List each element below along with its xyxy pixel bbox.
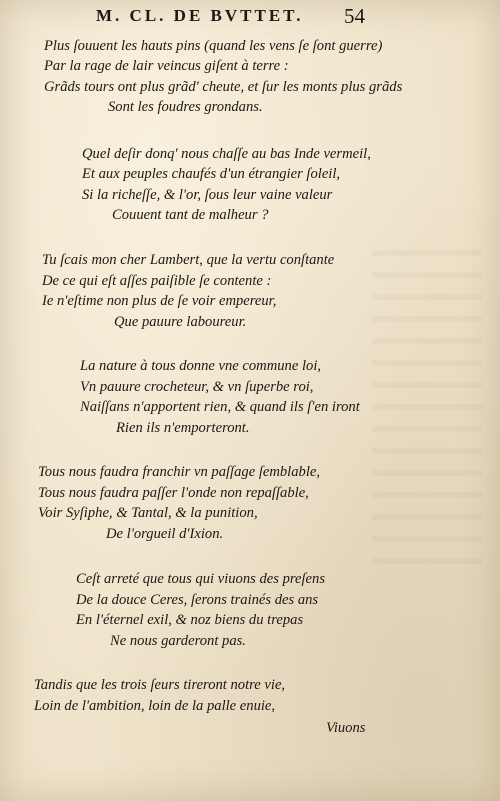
verse-line: Quel deſir donq' nous chaſſe au bas Inde vermeil, [82, 146, 371, 162]
verse-line: Plus ſouuent les hauts pins (quand les vens ſe ſont guerre) [44, 38, 383, 54]
verse-line: Grãds tours ont plus grãd' cheute, et ſur les monts plus grãds [44, 79, 403, 95]
verse-line: De l'orgueil d'Ixion. [106, 526, 224, 542]
verse-line: Tous nous faudra franchir vn paſſage ſemblable, [38, 464, 321, 480]
verse-line: Et aux peuples chaufés d'un étrangier ſoleil, [82, 166, 341, 182]
verse-line: Par la rage de lair veincus giſent à terre : [44, 58, 289, 74]
catchword: Viuons [326, 720, 366, 736]
verse-line: Tous nous faudra paſſer l'onde non repaſſable, [38, 485, 309, 501]
verse-line: Couuent tant de malheur ? [112, 207, 269, 223]
running-title: M. CL. DE BVTTET. [96, 6, 304, 25]
verse-line: Si la richeſſe, & l'or, ſous leur vaine valeur [82, 187, 333, 203]
verse-line: Que pauure laboureur. [114, 314, 247, 330]
bleed-through-shadow [372, 250, 482, 580]
verse-line: Sont les foudres grondans. [108, 99, 263, 115]
verse-line: Rien ils n'emporteront. [116, 420, 250, 436]
verse-line: La nature à tous donne vne commune loi, [80, 358, 322, 374]
running-head [0, 4, 500, 28]
verse-line: Ceſt arreté que tous qui viuons des preſens [76, 571, 326, 587]
verse-line: De ce qui eſt aſſes paiſible ſe contente : [42, 273, 272, 289]
verse-line: Vn pauure crocheteur, & vn ſuperbe roi, [80, 379, 314, 395]
verse-line: Ne nous garderont pas. [110, 633, 246, 649]
verse-line: Voir Syſiphe, & Tantal, & la punition, [38, 505, 258, 521]
verse-line: Loin de l'ambition, loin de la palle enuie, [34, 698, 276, 714]
verse-line: De la douce Ceres, ſerons trainés des ans [76, 592, 319, 608]
page-number: 54 [344, 4, 365, 28]
verse-line: Tu ſcais mon cher Lambert, que la vertu conſtante [42, 252, 335, 268]
verse-line: Naiſſans n'apportent rien, & quand ils ſ'en iront [80, 399, 360, 415]
verse-line: En l'éternel exil, & noz biens du trepas [76, 612, 304, 628]
verse-line: Ie n'eſtime non plus de ſe voir empereur, [42, 293, 277, 309]
verse-line: Tandis que les trois ſeurs tireront notre vie, [34, 677, 286, 693]
